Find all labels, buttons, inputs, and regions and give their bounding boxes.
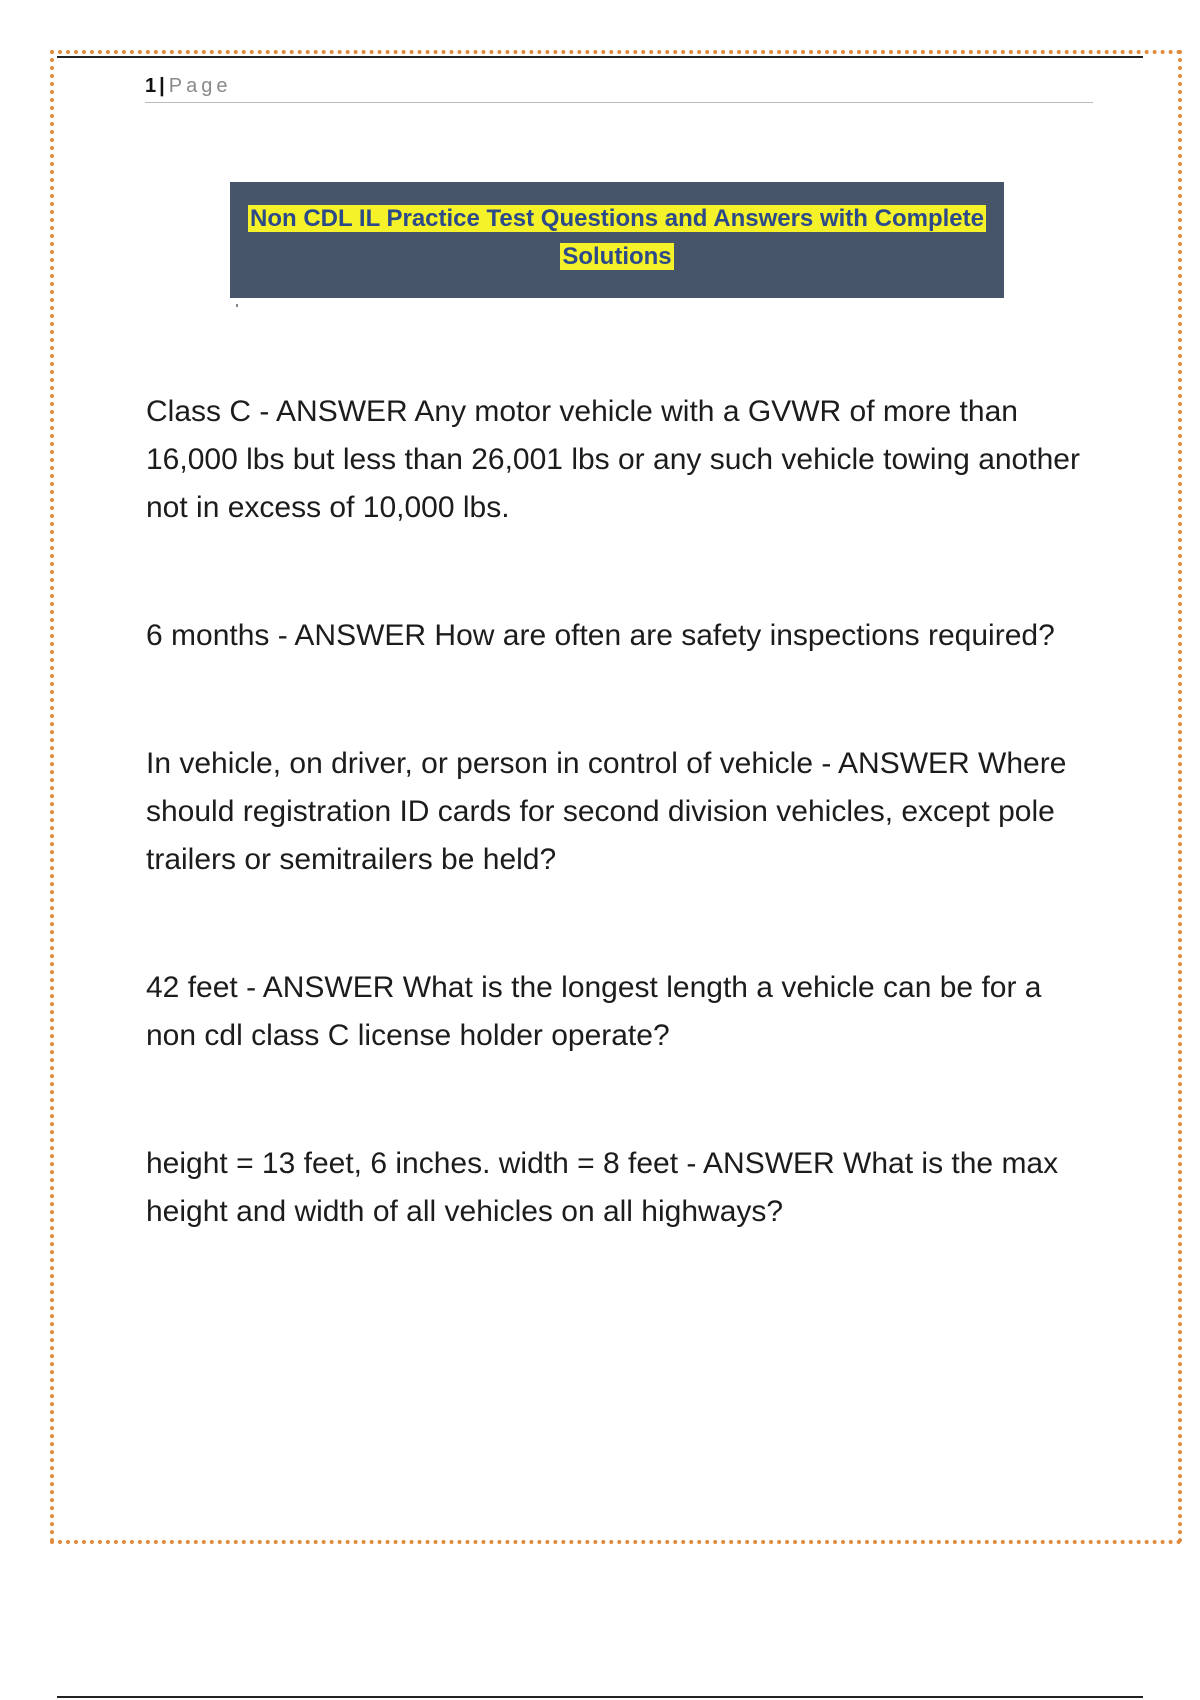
qa-item-1: Class C - ANSWER Any motor vehicle with a GVWR of more than 16,000 lbs but less than 26,001 lbs or any such vehicle towing another not in excess of 10,000 lbs. — [146, 395, 1080, 524]
qa-item-2: 6 months - ANSWER How are often are safety inspections required? — [146, 619, 1055, 652]
page-label: Page — [168, 75, 232, 97]
title-line-1 — [230, 200, 1004, 238]
page-separator: | — [159, 75, 165, 97]
bottom-rule — [57, 1696, 1143, 1698]
qa-item-5: height = 13 feet, 6 inches. width = 8 feet - ANSWER What is the max height and width of all vehicles on all highways? — [146, 1147, 1059, 1228]
title-banner — [230, 182, 1004, 298]
stray-mark — [236, 304, 238, 307]
page-number: 1 — [145, 75, 157, 97]
title-line-2-text: Solutions — [562, 243, 672, 270]
qa-list — [146, 388, 1096, 1316]
qa-item-3: In vehicle, on driver, or person in control of vehicle - ANSWER Where should registration ID cards for second division vehicles, except pole trailers or semitrailers be held? — [146, 747, 1067, 876]
page-header — [145, 72, 1093, 103]
qa-item-4: 42 feet - ANSWER What is the longest length a vehicle can be for a non cdl class C license holder operate? — [146, 971, 1042, 1052]
title-line-2 — [230, 238, 1004, 276]
title-line-1-text: Non CDL IL Practice Test Questions and Answers with Complete — [250, 205, 984, 232]
